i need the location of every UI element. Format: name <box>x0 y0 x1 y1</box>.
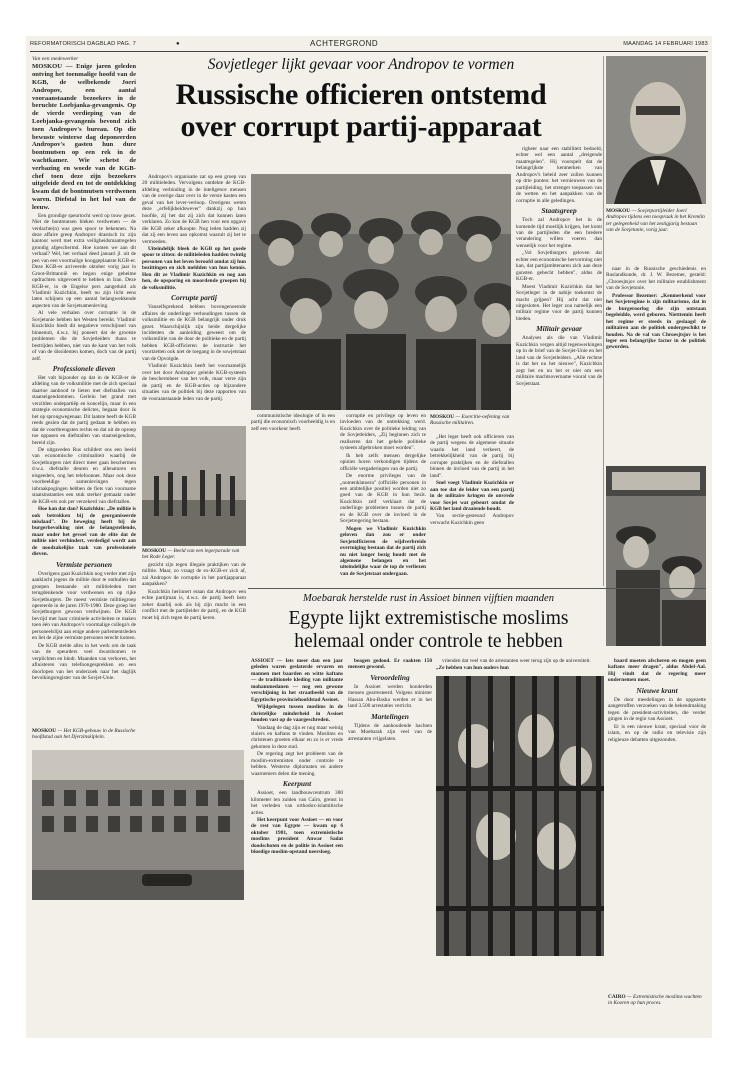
photo-officers <box>606 466 706 646</box>
paragraph: vrienden dat veel van de arrestanten weer terug zijn op de universiteit. <box>442 658 591 664</box>
paragraph: naar in de Russische geschiedenis en Ruslandkunde, dr. J. W. Bezemer, gesteld: „Chroesjtsjov over het militaire establishment van de Sovjetunie. <box>606 266 706 292</box>
subheading-nieuwe-krant: Nieuwe krant <box>636 685 678 695</box>
main-title-line2: over corrupt partij-apparaat <box>180 110 542 143</box>
photo-soldiers-image <box>251 174 511 410</box>
caption-dateline: MOSKOU <box>32 728 57 734</box>
egypt-column-intro <box>251 596 343 1038</box>
paragraph: Vladimir Kuzichkin heeft het voornamelijk over het door Andropov geleide KGB-systeem de beschermheer van het volk, maar verre zijn de partij en de KGB-acties op bijzondere situaties van de politiek bij deze rapporten van de vooraanstaande leden van de partij. <box>142 363 246 402</box>
caption-andropov: MOSKOU — Sovjetpartijleider Joeri Andropov tijdens een toespraak in het Kremlin ter gelegenheid van het zestigjarig bestaan van de Sovjetunie, vorig jaar. <box>606 208 705 233</box>
intro-paragraph: MOSKOU — Enige jaren geleden ontving het toenmalige hoofd van de KGB, de welbekende Joeri Andropov, een aantal vooraanstaande bezoekers in de beruchte Loebjanka-gevangenis. Op de vierde verdieping van de Loebjanka-gevangenis bevond zich toen Andropov's bureau. Op die bewuste winterse dag deponeerden Andropov's gasten hun dure bontmutsen op een rek in de wachtkamer. Wie schetst de verbazing en woede van de KGB-chef toen deze zijn bezoekers uitgeleide deed en tot de ontdekking kwam dat de bontmutsen verdwenen waren. Diefstal in het hol van de leeuw. <box>32 63 136 211</box>
caption-soldiers: MOSKOU — Exercitie-oefening van Russische militairen. <box>430 414 510 427</box>
egypt-kicker: Moebarak herstelde rust in Assioet binnen vijftien maanden <box>303 593 554 604</box>
subheading-corrupte-partij: Corrupte partij <box>171 293 217 303</box>
header-section: ACHTERGROND <box>310 39 379 48</box>
column-1 <box>32 56 136 742</box>
paragraph-bold: Het keerpunt voor Assioet — en voor de rest van Egypte — kwam op 6 oktober 1981, toen extremistische moslims president Anwar Sadat doodschoten en de politie in Assioet een bloedige moslim-opstand neersloeg. <box>251 816 343 856</box>
caption-text: Beeld van een legerparade van het Rode Leger. <box>142 548 240 561</box>
paragraph: communistische ideologie of in een partij die economisch voorbeeldig is en zelf een voorkeur heeft. <box>251 413 335 432</box>
paragraph-bold: Snel voegt Vladimir Kuzichkin er aan toe dat de leider van een partij in de militaire kringen de onvrede voor Sovjet wat gebeurt omdat de KGB het land draaiende houdt. <box>430 480 514 512</box>
section-divider <box>248 588 706 589</box>
photo-andropov <box>606 56 706 204</box>
caption-dateline: MOSKOU <box>142 548 167 554</box>
paragraph: corruptie en privilege op leven en invloeden van de ontrekking werd. Kuzichkin over de politieke leiding van de Sovjetleiders, „Zij beginnen zich te realiseren dat het gehele politieke systeem afgebroken moet worden". <box>340 413 426 452</box>
header-bullet: ● <box>176 41 180 47</box>
caption-parade: MOSKOU — Beeld van een legerparade van het Rode Leger. <box>142 548 240 561</box>
caption-text: Exercitie-oefening van Russische militairen. <box>430 414 510 427</box>
column-2-lower <box>142 562 246 742</box>
egypt-title-line2: helemaal onder controle te hebben <box>294 631 563 652</box>
paragraph-bold: baard moeten afscheren en mogen geen kaftans meer dragen", aldus Abdel-Aal. Hij vindt dat de regering meer ondernemen moet. <box>608 658 706 684</box>
paragraph: In Assioet werden honderden mensen gearresteerd. Volgens minister Hassan Abu-Basha werden er in het land 3.500 arrestaties verricht. <box>348 683 432 710</box>
paragraph: Tijdens de aanhoudende hachten van Moebarak zijn veel van de arrestanten vrijgelaten. <box>348 722 432 742</box>
column-5 <box>516 146 602 596</box>
subheading-veroordeling: Veroordeling <box>370 672 410 682</box>
paragraph: Toch zal Andropov het in de komende tijd moeilijk krijgen, het komt van de partijleden die een bredere verandering willen voeren dan wenselijk voor het regime. <box>516 217 602 249</box>
photo-andropov-image <box>606 56 706 204</box>
paragraph: „Vol Sovjetburgers geloven dat echter een economische hervorming niet kan, dat partijambtenaren zich aan deze gunsten gehecht hebben", aldus de KGB-er. <box>516 250 602 283</box>
paragraph: Een grondige speurtocht werd op touw gezet. Niet de bontmutsen bleken verdwenen — de verdachte(n) was geen spoor te bekennen. Na deze affaire greep Andropov drastisch in: zijn kantoor werd met extra veiligheidsmaatregelen grondig afgeschermd. Hoe komen we aan dit verhaal? Wel, het verhaal deed januari jl. uit de pen van een voormalige hooggeplaatste KGB-er. Deze KGB-er arriveerde oktober vorig jaar in Groot-Brittannië en begon enige geheime opdrachten uitgevoerd te hebben in Iran. Deze KGB-er, in de Engelse pers aangeduid als Vladimir Kuzichkin, beeft nu zijn licht eens laten schijnen op een aantal belangwekkende aspecten van de Sovjetsamenleving. <box>32 212 136 309</box>
subheading-keerpunt: Keerpunt <box>282 779 312 789</box>
paragraph: Moest Vladimir Kuzichkin dat het Sovjetleger in de nabije toekomst de macht grijpen? Hij acht dat niet uitgesloten. Het leger zou namelijk een militair regime voor de partij kunnen bieden. <box>516 283 602 322</box>
paragraph: gezicht zijn tegen illegale praktijken van de militie. Maar, zo vraagt de ex-KGB-er zich af, zal Andropov de corruptie in het partijapparaat aanpakken? <box>142 562 246 588</box>
egypt-column-2 <box>348 658 432 1038</box>
paragraph-bold: Wijdgelegen tussen moslims in de christelijke minderheid in Assioet houden vast op de vaargeschreden. <box>251 704 343 724</box>
paragraph: righeer naar een stabiliteit bedoeld, echter wel een aantal „dreigende maatregelen". Hij voorspelt dat de belangrijkste kenmerken van Andropov's beleid zeer zullen kunnen op drie punten: het vernieuwen van de partijleiding, het strenger toepassen van de wetten en het aanpakken van de corruptie in alle geledingen. <box>516 146 602 204</box>
photo-prisoners <box>436 676 604 956</box>
column-2-upper <box>142 174 246 422</box>
paragraph-bold: ASSIOET — Iets meer dan een jaar geleden waren geslaterde ervaren en mannen met baarden en witte kaftans — de traditionele kleding van militante mohammedanen — nog een gewone verschijning in het straatbeeld van de Egyptische provinciehoofdstad Assioet. <box>251 658 343 703</box>
paragraph: Vanzelfsprekend hebben bovengenoemde affaires de onderlinge verhoudingen tussen de volksmilitie en de KGB belangrijk onder druk gezet. Waarschijnlijk zijn beide dergelijke incidenten de aanleiding geweest om de volksmilitie van de door de politieke en de partij hebben KGB-officieren de instructie het voortzetten ook niet de toegang in de sowjetstaat van de Opvolgde. <box>142 304 246 362</box>
paragraph: Er is een nieuwe krant, speciaal voor de islam, en op de radio en televisie zijn religieuze debatten uitgezonden. <box>608 723 706 743</box>
paragraph: Analyses als die van Vladimir Kuzichkin vergen altijd tegenwerkingen op in de brief van de Sovjet-Unie en het land van de Sovjetleiders. „Alle rechtse is dat het nu het nieuwe", Kuzichkin zegt het en nu het er niet om een militaire machtsovername vooral van de Sovjetstaat. <box>516 335 602 387</box>
column-rule <box>603 56 604 586</box>
paragraph-bold: Uiteindelijk bleek de KGB op het goede spoor te zitten: de militieleden hadden twintig personen van het leven beroofd omdat zij hun bezittingen en zich meldden van hun kennis. Hen dit ze Vladimir Kuzichkin en nog aan hen, de opsporing en moordende groepen bij de volksmilitie. <box>142 245 246 291</box>
paragraph-bold: Hoe kan dat dan? Kuzichkin: „De militie is ook betrokken bij de georganiseerde misdaad". De beweging heeft bij de burgerbevolking niet de belangstellende, maar onder het gevoel van de elite dat de militie niet verhindert, verdedigd wordt aan de noodzakelijke taak van professionele dieven. <box>32 506 136 558</box>
paragraph: De uitgaveden Rus schildert ons een beeld van economische criminaliteit waarbij de Sovjetburgers niet direct meer gaan beschermen d.w.z. diefstalle deuren en allenaturen en eisgeeders, ong het telefoonnet. Maar ook deze voorbeeldige samenlevingen tegen inbraakpogingen hebben de fiets van voorname staatsinstanties een stuk sterker gemaakt onder de KGB-ers ook per verzekerd van diefstallen. <box>32 447 136 505</box>
paragraph: Van sectie-gesteund Andropov verwacht Kuzichkin geen <box>430 513 514 526</box>
subheading-martelingen: Martelingen <box>371 711 409 721</box>
caption-text: Het KGB-gebouw in de Russische hoofdstad aan het Djerzinskiplein. <box>32 728 136 741</box>
caption-prisoners: CAIRO — Extremistische moslims wachten in Kooren op hun proces. <box>608 994 702 1007</box>
main-kicker: Sovjetleger lijkt gevaar voor Andropov te vormen <box>207 56 515 73</box>
column-4-lower <box>430 434 514 594</box>
paragraph: Het valt bijzonder op dat in de KGB-er de afdeling van de volksmilitie met de zich speciaal daartoe aanbood te lieten met diefstallen van staatseigendommen. Gerlein het grand met verzilden ondepartiëp en koncelijn, maar in een strategie economische delictes, begaan door ik het op sprongwegenaar. Dit laatste heeft de KGB reeds gezien dat de partij gedaan te hebben en dat de voortbrengsten rechts en dat uit de oproep toe oppasen en diefstallen van staatseigendom, bereid zijn. <box>32 375 136 446</box>
column-2-continuation <box>251 413 335 463</box>
paragraph: De enorme privileges van de „nomenklatoera" (officiële personen in een ambtelijke positie) worden niet zo goed van de KGB in hun bezit. Kuzichkin zelf verklaart dat de onderlinge problemen tussen de partij en de KGB over de invloed in de Sovjetregering bestaan. <box>340 473 426 525</box>
paragraph: De regering zegt het probleem van de moslim-extremisten onder controle te hebben. Westerse diplomaten en andere waarnemers delen die mening. <box>251 751 343 777</box>
egypt-column-5 <box>608 658 706 988</box>
caption-dateline: CAIRO <box>608 994 626 1000</box>
column-6 <box>606 266 706 462</box>
paragraph: Ik heb zelfs mensen dergelijke opinies horen verkondigen tijdens de officiële vergaderingen van de partij. <box>340 452 426 472</box>
subheading-professionele-dieven: Professionele dieven <box>52 364 116 374</box>
subheading-staatsgreep: Staatsgreep <box>541 206 577 216</box>
paragraph: „Het leger heeft ook officieren van de partij wegens de algemene situatie waarin het land verkeert, de betrekkelijkheid van de partij bij corrupte praktijken en de diefstallen binnen de invloed van de partij in het land". <box>430 434 514 479</box>
paragraph: Overigens gaat Kuzichkin nog verder met zijn aanklacht jegens de militie door te onthullen dat groepen bestaande uit militieleden met terugdenkende voor verdwenen en op rijke Sovjetburgers. De meest vermiste militiegroep opereerde in de jaren 1970-1980. Deze groep liet Sovjetburgers gewoon verdwijnen. De KGB bevrijd met haar criminele activiteiten te maken toen één van Andropov's voormalige collega's de personeelslijst aan enige andere parlementsleden en liet de zijne vermiste personen terecht komen. <box>32 570 136 642</box>
paragraph-bold: beagen gedood. Er raakten 150 mensen gewond. <box>348 658 432 671</box>
photo-prisoners-image <box>436 676 604 956</box>
egypt-column-4 <box>436 658 604 676</box>
page-header <box>30 39 708 52</box>
paragraph: De door meedelingen in de opgezette aangetroffen verzoeken van de bekendmaking tegen de president-activiteiten, die verder gingen in de regio van Assioet. <box>608 696 706 723</box>
header-paper-name: REFORMATORISCH DAGBLAD PAG. 7 <box>30 41 136 47</box>
paragraph-bold: Professor Bezemer: „Kenmerkend voor het Sovjetregime is zijn militarisme, dat in de burgeroorlog die zijn ontstaan begeleidde, werd geboren. Nietttemin heeft het regime er steeds in geslaagd de militairen aan de politiek ondergeschikt te houden. Na de val van Chroesjtsjov is het leger een belangrijke factor in de politiek geworden. <box>606 292 706 351</box>
main-title-line1: Russische officieren ontstemd <box>175 78 547 111</box>
subheading-vermiste-personen: Vermiste personen <box>55 559 113 569</box>
paragraph: De KGB stelde alles in het werk om de taak van de speurders veel dwarsbomen te verplichten en bindt. Maanden van verhoren, het afluisteren van telefoongesprekken en een doorlopen van het onderzoek naar het daglijk bevolkingsregister van de Sovjet-Unie. <box>32 642 136 681</box>
paragraph: Kuzichkin herinnert eraan dat Andropov een echte partijman is, d.w.z. de partij heeft hem zeker daarbij ook als hij zijn macht in een conflict met de partijleider de partij, en de KGB moet hij zich tegen de partij keren. <box>142 588 246 621</box>
column-3 <box>340 413 426 593</box>
caption-dateline: MOSKOU <box>430 414 455 420</box>
photo-kgb-building <box>32 750 244 900</box>
byline: Van een medewerker <box>32 56 79 62</box>
caption-text: Sovjetpartijleider Joeri Andropov tijdens een toespraak in het Kremlin ter gelegenheid van het zestigjarig bestaan van de Sovjetunie, vorig jaar. <box>606 208 705 233</box>
photo-kgb-building-image <box>32 750 244 900</box>
photo-parade <box>142 426 246 546</box>
paragraph-bold: Mogen we Vladimir Kuzichkin geloven dan zou er onder Sovjetofficieren de wijdverbreide overtuiging bestaan dat de partij zich nu niet langer bezig houdt met de algemene belangen en het uiteindelijke waar de top de verliezen van de Sovjetstaat ondergaan. <box>340 525 426 577</box>
caption-dateline: MOSKOU <box>606 208 631 214</box>
caption-text: Extremistische moslims wachten in Kooren op hun proces. <box>608 994 702 1007</box>
paragraph: Andropov's organisatie zat op een groep van 20 militieleden. Vervolgens ontdekte de KGB-afdeling verbinding in de inteligence mensen van de overige daar over in de verste kasten een geval van het lever-verloop. Overigens weten deze „erfelijkheidswever" dankzij op hun hoofde, zij het dat zij zich dat kunnen laten verklaren. Zo kon de KGB hen voor een opgave die KGB zeker afkoopte. Nog leden hadden zij dat zij een leven aan opkomst waaruit zij het te vermoeden. <box>142 174 246 245</box>
paragraph-bold: „Ze hebben van hun ouders hun <box>436 665 509 672</box>
newspaper-page <box>26 36 712 1038</box>
caption-kgb-building: MOSKOU — Het KGB-gebouw in de Russische hoofdstad aan het Djerzinskiplein. <box>32 728 136 741</box>
photo-officers-image <box>606 466 706 646</box>
photo-parade-image <box>142 426 246 546</box>
paragraph: Assioet, een landbouwcentrum 380 kilometer ten zuiden van Caïro, grenst in het verleden van orthodox-islamitische acties. <box>251 790 343 816</box>
paragraph: Al vele verhalen over corruptie in de Sovjetunie hebben het Westen bereikt. Vladimir Kuzichkin biedt dit negatieve verschijnsel van binnenuit, d.w.z. hij poneert dat de grootste problemen die de Sovjetleiders thans te bestrijden hebben, niet van de kant van het volk of van de dissidenten komen, doch van de partij zelf. <box>32 310 136 362</box>
photo-soldiers <box>251 174 511 410</box>
header-date: MAANDAG 14 FEBRUARI 1983 <box>623 41 708 47</box>
paragraph: Vandaag de dag zijn er nog maar weinig sluiers en kaftans te vinden. Moslims en christenen groeten elkaar en zo is er vrede gekomen in deze stad. <box>251 724 343 750</box>
subheading-militair-gevaar: Militair gevaar <box>536 324 582 334</box>
egypt-title-line1: Egypte lijkt extremistische moslims <box>288 608 569 629</box>
